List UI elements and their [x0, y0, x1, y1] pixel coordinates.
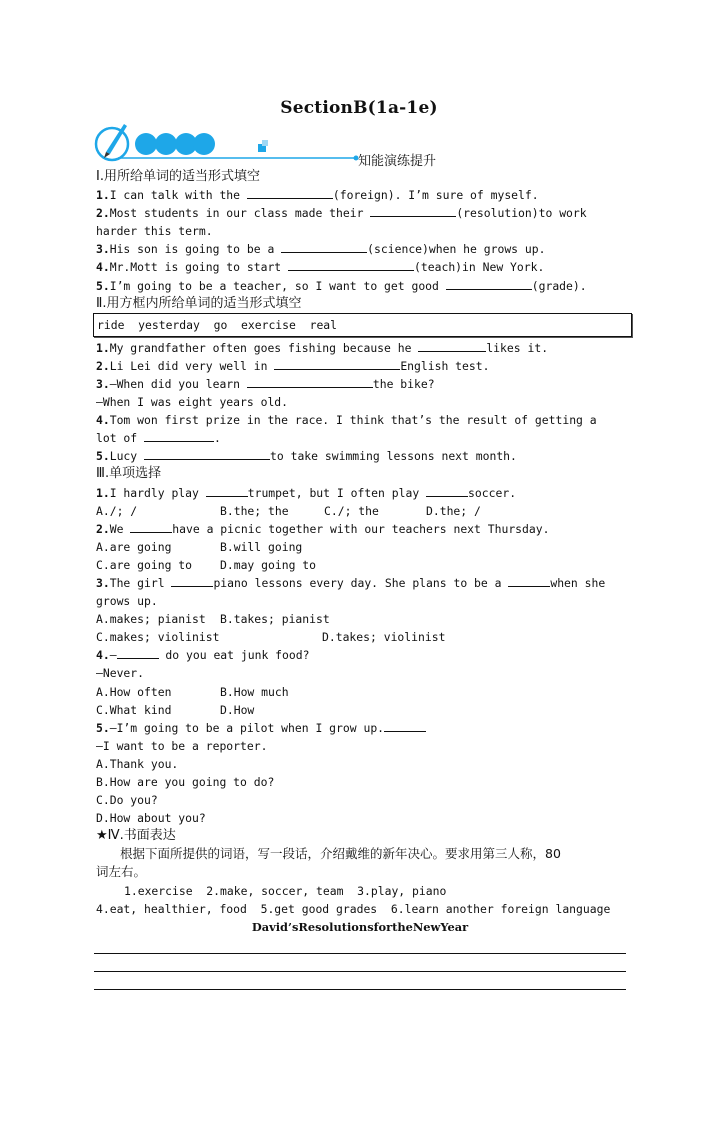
option-a[interactable]: A.are going [96, 539, 172, 554]
banner-label: 知能演练提升 [358, 154, 437, 169]
part4-instruction: 根据下面所提供的词语，写一段话，介绍戴维的新年决心。要求用第三人称，80 [120, 846, 561, 862]
part2-q3: 3.—When did you learn the bike? [96, 376, 435, 391]
part4-word-list-2: 4.eat, healthier, food 5.get good grades 6.learn another foreign language [96, 901, 611, 916]
page-title: SectionB(1a-1e) [280, 98, 438, 118]
part2-heading: Ⅱ.用方框内所给单词的适当形式填空 [96, 295, 302, 311]
writing-line[interactable] [94, 936, 626, 954]
essay-title: David’sResolutionsfortheNewYear [251, 919, 469, 934]
part3-q4-options-cd [96, 701, 624, 719]
answer-blank[interactable] [144, 429, 214, 442]
part1-q2-cont: harder this term. [96, 224, 213, 239]
option-a[interactable]: A.Thank you. [96, 756, 179, 771]
part4-instruction-cont: 词左右。 [96, 864, 147, 880]
writing-line[interactable] [94, 972, 626, 990]
part4-heading: ★Ⅳ.书面表达 [96, 828, 176, 844]
answer-blank[interactable] [384, 719, 426, 732]
part3-q3-cont: grows up. [96, 594, 158, 609]
part1-q4: 4.Mr.Mott is going to start (teach)in New York. [96, 260, 545, 275]
part1-q1: 1.I can talk with the (foreign). I’m sure of myself. [96, 188, 539, 203]
option-d[interactable]: D.takes; violinist [322, 630, 446, 645]
answer-blank[interactable] [288, 258, 414, 271]
part2-q1: 1.My grandfather often goes fishing because he likes it. [96, 340, 549, 355]
answer-blank[interactable] [281, 240, 367, 253]
option-b[interactable]: B.the; the [220, 503, 289, 518]
option-b[interactable]: B.How are you going to do? [96, 775, 275, 789]
answer-blank[interactable] [117, 646, 159, 659]
part2-q2: 2.Li Lei did very well in English test. [96, 358, 490, 373]
part3-q3-options-ab [96, 610, 624, 628]
answer-blank[interactable] [171, 574, 213, 587]
option-c[interactable]: C.What kind [96, 702, 172, 717]
part4-word-list-1: 1.exercise 2.make, soccer, team 3.play, piano [124, 883, 447, 898]
word-box: ride yesterday go exercise real [93, 313, 632, 337]
option-a[interactable]: A.makes; pianist [96, 612, 206, 627]
answer-blank[interactable] [130, 520, 172, 533]
option-d[interactable]: D.may going to [220, 557, 317, 572]
part2-q3-reply: —When I was eight years old. [96, 395, 289, 410]
answer-blank[interactable] [418, 339, 486, 352]
answer-blank[interactable] [508, 574, 550, 587]
option-a[interactable]: A./; / [96, 503, 138, 518]
answer-blank[interactable] [144, 447, 270, 460]
part3-q5: 5.—I’m going to be a pilot when I grow up. [96, 719, 624, 737]
part1-q2: 2.Most students in our class made their (resolution)to work [96, 206, 587, 221]
part3-q5-reply: —I want to be a reporter. [96, 738, 268, 753]
option-c[interactable]: C.Do you? [96, 793, 158, 808]
part3-q2-options-cd [96, 556, 624, 574]
part2-q4-cont: lot of . [96, 431, 221, 446]
answer-blank[interactable] [370, 204, 456, 217]
option-d[interactable]: D.How [220, 702, 255, 717]
part3-q1: 1.I hardly play trumpet, but I often play soccer. [96, 485, 517, 500]
part3-q1-options [96, 502, 624, 520]
answer-blank[interactable] [274, 357, 400, 370]
part3-q4-reply: —Never. [96, 666, 145, 681]
answer-blank[interactable] [206, 484, 248, 497]
answer-blank[interactable] [426, 484, 468, 497]
part3-q4: 4.— do you eat junk food? [96, 648, 310, 663]
part3-q2: 2.We have a picnic together with our teachers next Thursday. [96, 521, 550, 536]
part3-q4-options-ab [96, 683, 624, 701]
worksheet-content [96, 168, 624, 990]
option-b[interactable]: B.takes; pianist [220, 612, 330, 627]
option-c[interactable]: C.are going to [96, 557, 193, 572]
option-c[interactable]: C./; the [324, 503, 379, 518]
option-b[interactable]: B.will going [220, 539, 303, 554]
part1-q5: 5.I’m going to be a teacher, so I want to get good (grade). [96, 278, 587, 293]
option-d[interactable]: D.the; / [426, 503, 481, 518]
part3-heading: Ⅲ.单项选择 [96, 466, 162, 482]
answer-blank[interactable] [247, 375, 373, 388]
part3-q2-options-ab [96, 538, 624, 556]
part2-q5: 5.Lucy to take swimming lessons next month. [96, 449, 517, 464]
answer-blank[interactable] [446, 277, 532, 290]
part2-q4: 4.Tom won first prize in the race. I think that’s the result of getting a [96, 413, 597, 428]
option-d[interactable]: D.How about you? [96, 811, 206, 826]
part3-q3: 3.The girl piano lessons every day. She plans to be a when she [96, 575, 606, 590]
part1-q3: 3.His son is going to be a (science)when he grows up. [96, 242, 546, 257]
option-c[interactable]: C.makes; violinist [96, 630, 220, 645]
part3-q3-options-cd [96, 628, 624, 646]
option-b[interactable]: B.How much [220, 684, 289, 699]
option-a[interactable]: A.How often [96, 684, 172, 699]
part1-heading: Ⅰ.用所给单词的适当形式填空 [96, 169, 260, 184]
writing-line[interactable] [94, 954, 626, 972]
answer-blank[interactable] [247, 186, 333, 199]
